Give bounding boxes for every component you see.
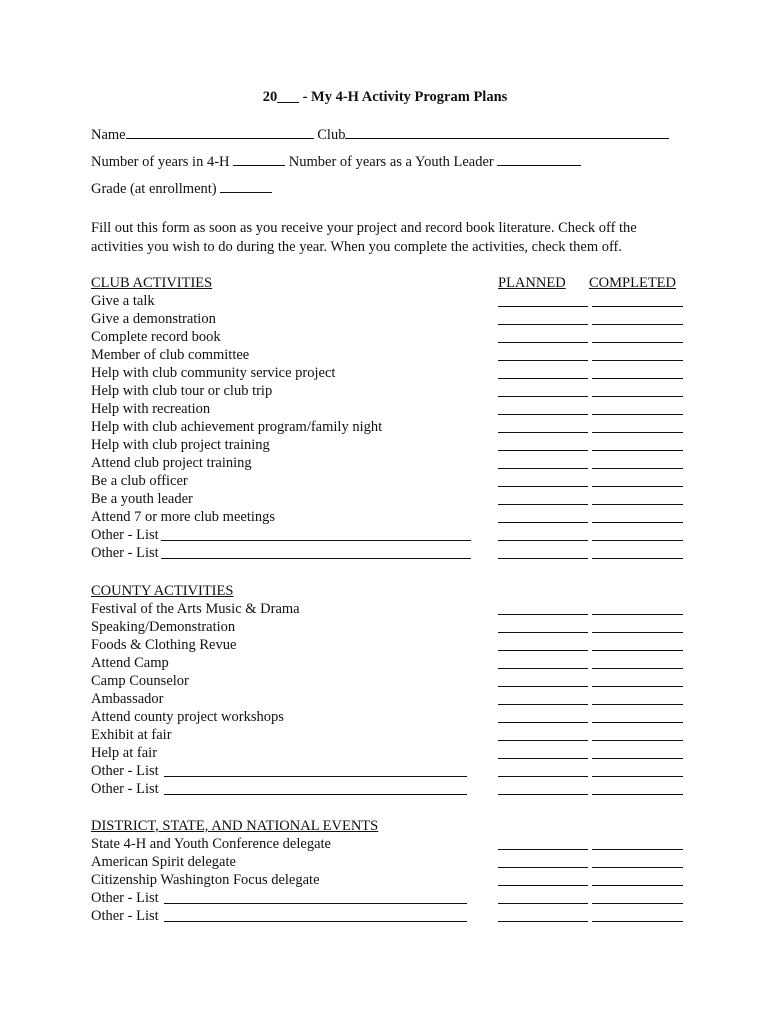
name-club-line bbox=[91, 126, 669, 144]
activity-label: Help with club community service project bbox=[91, 365, 336, 381]
activity-row bbox=[91, 744, 691, 762]
other-list-field[interactable] bbox=[164, 903, 467, 904]
completed-blank[interactable] bbox=[592, 849, 683, 850]
planned-blank[interactable] bbox=[498, 740, 588, 741]
completed-blank[interactable] bbox=[592, 342, 683, 343]
club-activities-heading: CLUB ACTIVITIES bbox=[91, 275, 213, 291]
instructions-text: Fill out this form as soon as you receive your project and record book literature. Check off the activities you wish to do during the year. When you complete the activities, check them off. bbox=[91, 220, 637, 255]
completed-blank[interactable] bbox=[592, 522, 683, 523]
years-in-4h-field[interactable] bbox=[233, 153, 285, 166]
activity-row bbox=[91, 346, 691, 364]
completed-blank[interactable] bbox=[592, 722, 683, 723]
planned-blank[interactable] bbox=[498, 540, 588, 541]
grade-field[interactable] bbox=[220, 180, 272, 193]
district-events-heading: DISTRICT, STATE, AND NATIONAL EVENTS bbox=[91, 818, 379, 834]
activity-row bbox=[91, 454, 691, 472]
activity-label: Complete record book bbox=[91, 329, 221, 345]
planned-blank[interactable] bbox=[498, 378, 588, 379]
completed-blank[interactable] bbox=[592, 396, 683, 397]
activity-label: Other - List bbox=[91, 545, 159, 561]
completed-blank[interactable] bbox=[592, 504, 683, 505]
planned-blank[interactable] bbox=[498, 885, 588, 886]
completed-blank[interactable] bbox=[592, 704, 683, 705]
planned-blank[interactable] bbox=[498, 468, 588, 469]
activity-label: Give a demonstration bbox=[91, 311, 216, 327]
completed-blank[interactable] bbox=[592, 758, 683, 759]
planned-blank[interactable] bbox=[498, 306, 588, 307]
activity-label: Camp Counselor bbox=[91, 673, 189, 689]
activity-row bbox=[91, 544, 691, 562]
completed-blank[interactable] bbox=[592, 794, 683, 795]
completed-blank[interactable] bbox=[592, 486, 683, 487]
activity-label: Help with club project training bbox=[91, 437, 270, 453]
activity-row bbox=[91, 762, 691, 780]
activity-row bbox=[91, 328, 691, 346]
planned-blank[interactable] bbox=[498, 504, 588, 505]
planned-blank[interactable] bbox=[498, 776, 588, 777]
activity-row bbox=[91, 780, 691, 798]
activity-label: Citizenship Washington Focus delegate bbox=[91, 872, 320, 888]
county-activities-section bbox=[91, 582, 691, 798]
activity-row bbox=[91, 310, 691, 328]
grade-line bbox=[91, 180, 272, 198]
activity-row bbox=[91, 690, 691, 708]
activity-label: Festival of the Arts Music & Drama bbox=[91, 601, 300, 617]
activity-row bbox=[91, 636, 691, 654]
activity-label: Be a club officer bbox=[91, 473, 188, 489]
completed-blank[interactable] bbox=[592, 740, 683, 741]
activity-row bbox=[91, 600, 691, 618]
planned-blank[interactable] bbox=[498, 849, 588, 850]
completed-blank[interactable] bbox=[592, 306, 683, 307]
activity-row bbox=[91, 364, 691, 382]
completed-blank[interactable] bbox=[592, 432, 683, 433]
activity-label: Be a youth leader bbox=[91, 491, 193, 507]
planned-blank[interactable] bbox=[498, 758, 588, 759]
activity-row bbox=[91, 853, 691, 871]
district-events-section bbox=[91, 817, 691, 925]
planned-blank[interactable] bbox=[498, 432, 588, 433]
page-title: 20___ - My 4-H Activity Program Plans bbox=[262, 89, 508, 105]
activity-row bbox=[91, 418, 691, 436]
activity-label: Help at fair bbox=[91, 745, 158, 761]
years-line bbox=[91, 153, 581, 171]
activity-label: Exhibit at fair bbox=[91, 727, 172, 743]
planned-blank[interactable] bbox=[498, 794, 588, 795]
completed-blank[interactable] bbox=[592, 650, 683, 651]
other-list-field[interactable] bbox=[164, 921, 467, 922]
planned-blank[interactable] bbox=[498, 414, 588, 415]
completed-blank[interactable] bbox=[592, 378, 683, 379]
completed-blank[interactable] bbox=[592, 867, 683, 868]
activity-label: Other - List bbox=[91, 890, 159, 906]
activity-row bbox=[91, 871, 691, 889]
activity-label: Member of club committee bbox=[91, 347, 250, 363]
other-list-field[interactable] bbox=[164, 776, 467, 777]
activity-label: Help with recreation bbox=[91, 401, 211, 417]
planned-blank[interactable] bbox=[498, 867, 588, 868]
activity-row bbox=[91, 618, 691, 636]
planned-blank[interactable] bbox=[498, 921, 588, 922]
completed-blank[interactable] bbox=[592, 360, 683, 361]
activity-row bbox=[91, 508, 691, 526]
activity-row bbox=[91, 726, 691, 744]
planned-blank[interactable] bbox=[498, 650, 588, 651]
completed-blank[interactable] bbox=[592, 558, 683, 559]
club-label: Club bbox=[317, 127, 346, 143]
planned-blank[interactable] bbox=[498, 686, 588, 687]
activity-label: State 4-H and Youth Conference delegate bbox=[91, 836, 331, 852]
activity-label: Give a talk bbox=[91, 293, 155, 309]
planned-column-header: PLANNED bbox=[498, 275, 566, 291]
planned-blank[interactable] bbox=[498, 360, 588, 361]
activity-row bbox=[91, 436, 691, 454]
activity-label: Other - List bbox=[91, 781, 159, 797]
club-field[interactable] bbox=[345, 126, 669, 139]
completed-blank[interactable] bbox=[592, 921, 683, 922]
activity-label: American Spirit delegate bbox=[91, 854, 236, 870]
other-list-field[interactable] bbox=[161, 540, 471, 541]
name-field[interactable] bbox=[126, 126, 314, 139]
activity-row bbox=[91, 490, 691, 508]
name-label: Name bbox=[91, 127, 126, 143]
activity-label: Help with club achievement program/family night bbox=[91, 419, 383, 435]
completed-blank[interactable] bbox=[592, 686, 683, 687]
planned-blank[interactable] bbox=[498, 324, 588, 325]
club-activities-section bbox=[91, 274, 691, 562]
county-activities-heading: COUNTY ACTIVITIES bbox=[91, 583, 234, 599]
completed-column-header: COMPLETED bbox=[589, 275, 676, 291]
years-youth-leader-label: Number of years as a Youth Leader bbox=[288, 154, 494, 170]
planned-blank[interactable] bbox=[498, 396, 588, 397]
activity-row bbox=[91, 526, 691, 544]
activity-label: Other - List bbox=[91, 908, 159, 924]
planned-blank[interactable] bbox=[498, 632, 588, 633]
activity-label: Attend Camp bbox=[91, 655, 169, 671]
activity-label: Other - List bbox=[91, 527, 159, 543]
years-youth-leader-field[interactable] bbox=[497, 153, 581, 166]
completed-blank[interactable] bbox=[592, 885, 683, 886]
planned-blank[interactable] bbox=[498, 450, 588, 451]
activity-row bbox=[91, 672, 691, 690]
completed-blank[interactable] bbox=[592, 324, 683, 325]
activity-label: Attend club project training bbox=[91, 455, 252, 471]
planned-blank[interactable] bbox=[498, 668, 588, 669]
planned-blank[interactable] bbox=[498, 722, 588, 723]
completed-blank[interactable] bbox=[592, 614, 683, 615]
grade-label: Grade (at enrollment) bbox=[91, 181, 217, 197]
activity-row bbox=[91, 907, 691, 925]
activity-label: Ambassador bbox=[91, 691, 164, 707]
completed-blank[interactable] bbox=[592, 468, 683, 469]
other-list-field[interactable] bbox=[161, 558, 471, 559]
planned-blank[interactable] bbox=[498, 558, 588, 559]
planned-blank[interactable] bbox=[498, 486, 588, 487]
activity-label: Foods & Clothing Revue bbox=[91, 637, 237, 653]
activity-row bbox=[91, 889, 691, 907]
completed-blank[interactable] bbox=[592, 414, 683, 415]
activity-row bbox=[91, 472, 691, 490]
planned-blank[interactable] bbox=[498, 704, 588, 705]
completed-blank[interactable] bbox=[592, 632, 683, 633]
activity-row bbox=[91, 400, 691, 418]
completed-blank[interactable] bbox=[592, 903, 683, 904]
activity-label: Attend county project workshops bbox=[91, 709, 284, 725]
activity-row bbox=[91, 708, 691, 726]
years-in-4h-label: Number of years in 4-H bbox=[91, 154, 230, 170]
completed-blank[interactable] bbox=[592, 776, 683, 777]
activity-row bbox=[91, 292, 691, 310]
planned-blank[interactable] bbox=[498, 342, 588, 343]
activity-row bbox=[91, 654, 691, 672]
activity-row bbox=[91, 382, 691, 400]
planned-blank[interactable] bbox=[498, 522, 588, 523]
completed-blank[interactable] bbox=[592, 668, 683, 669]
activity-label: Speaking/Demonstration bbox=[91, 619, 236, 635]
completed-blank[interactable] bbox=[592, 540, 683, 541]
activity-row bbox=[91, 835, 691, 853]
completed-blank[interactable] bbox=[592, 450, 683, 451]
activity-label: Other - List bbox=[91, 763, 159, 779]
activity-label: Attend 7 or more club meetings bbox=[91, 509, 276, 525]
other-list-field[interactable] bbox=[164, 794, 467, 795]
planned-blank[interactable] bbox=[498, 614, 588, 615]
activity-label: Help with club tour or club trip bbox=[91, 383, 273, 399]
planned-blank[interactable] bbox=[498, 903, 588, 904]
